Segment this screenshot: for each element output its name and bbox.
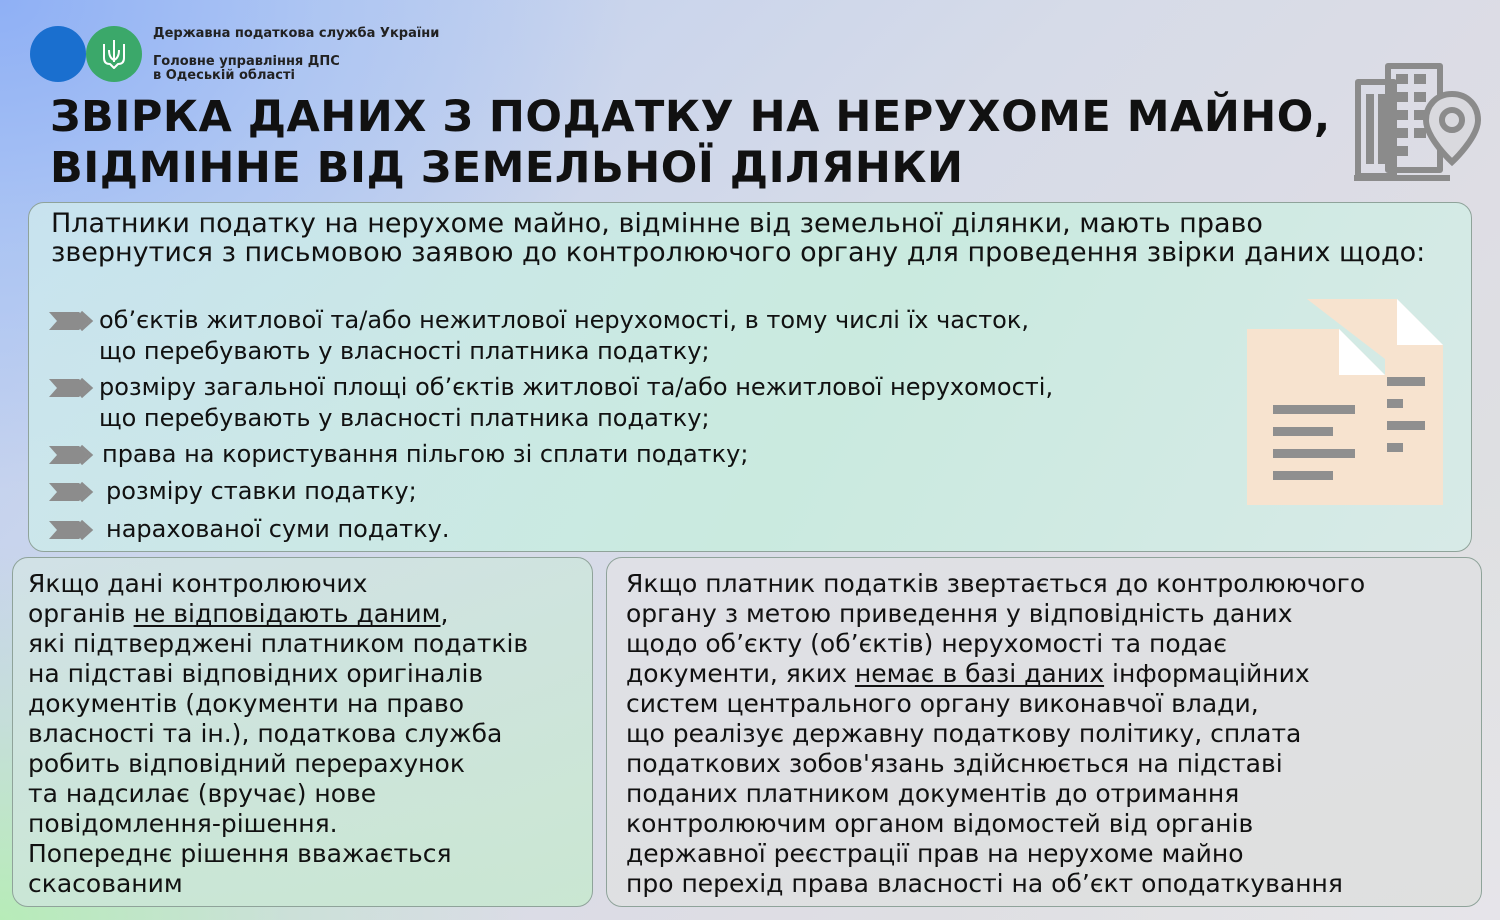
text-line: скасованим (28, 869, 183, 898)
text-line: Попереднє рішення вважається (28, 839, 452, 868)
documents-icon (1247, 299, 1447, 509)
org-department: Головне управління ДПС (153, 54, 340, 69)
text-line: робить відповідний перерахунок (28, 749, 465, 778)
text-line: власності та ін.), податкова служба (28, 719, 503, 748)
text-line: податкових зобов'язань здійснюється на підставі (626, 749, 1283, 778)
text-line: органу з метою приведення у відповідність даних (626, 599, 1293, 628)
text-fragment: документи, яких (626, 659, 855, 688)
text-fragment: органів (28, 599, 134, 628)
list-item-line: об’єктів житлової та/або нежитлової нерухомості, в тому числі їх часток, (99, 306, 1029, 334)
logo-blue-circle (30, 26, 86, 82)
org-region: в Одеській області (153, 68, 295, 83)
text-line: про перехід права власності на об’єкт оподаткування (626, 869, 1343, 898)
text-fragment: , (440, 599, 449, 628)
reconciliation-rights-box (28, 202, 1472, 552)
text-line: які підтверджені платником податків (28, 629, 529, 658)
list-item (49, 372, 1209, 434)
title-line-2: ВІДМІННЕ ВІД ЗЕМЕЛЬНОЇ ДІЛЯНКИ (50, 143, 964, 193)
text-line: на підставі відповідних оригіналів (28, 659, 484, 688)
text-line: повідомлення-рішення. (28, 809, 338, 838)
chevron-bullet-icon (49, 310, 95, 332)
text-line (626, 659, 1365, 689)
list-item-line: права на користування пільгою зі сплати податку; (102, 440, 749, 468)
text-line: державної реєстрації прав на нерухоме майно (626, 839, 1244, 868)
text-line: документів (документи на право (28, 689, 464, 718)
list-item-line: що перебувають у власності платника податку; (99, 337, 710, 365)
text-line: систем центрального органу виконавчої влади, (626, 689, 1259, 718)
recalculation-text (28, 569, 528, 899)
logo-green-circle (86, 26, 142, 82)
underlined-phrase: не відповідають даним (133, 599, 441, 628)
underlined-phrase: немає в базі даних (854, 659, 1105, 688)
text-line: що реалізує державну податкову політику, сплата (626, 719, 1302, 748)
text-fragment: інформаційних (1104, 659, 1310, 688)
trident-icon (101, 38, 127, 70)
title-line-1: ЗВІРКА ДАНИХ З ПОДАТКУ НА НЕРУХОМЕ МАЙНО, (50, 92, 1331, 142)
list-item-line: розміру загальної площі об’єктів житлової та/або нежитлової нерухомості, (99, 373, 1054, 401)
text-line: та надсилає (вручає) нове (28, 779, 377, 808)
text-line (28, 599, 528, 629)
text-line: поданих платником документів до отримання (626, 779, 1240, 808)
list-item-line: нарахованої суми податку. (106, 515, 450, 543)
list-item-line: що перебувають у власності платника податку; (99, 404, 710, 432)
text-line: Якщо дані контролюючих (28, 569, 368, 598)
text-line: щодо об’єкту (об’єктів) нерухомості та подає (626, 629, 1227, 658)
list-item (49, 514, 1209, 545)
chevron-bullet-icon (49, 481, 95, 503)
payment-basis-text (626, 569, 1365, 899)
payment-basis-box (606, 557, 1482, 907)
page-title (50, 92, 1331, 194)
chevron-bullet-icon (49, 519, 95, 541)
text-line: контролюючим органом відомостей від органів (626, 809, 1254, 838)
buildings-location-icon (1350, 60, 1485, 185)
list-item (49, 305, 1209, 367)
recalculation-box (12, 557, 593, 907)
list-item-line: розміру ставки податку; (106, 477, 417, 505)
chevron-bullet-icon (49, 377, 95, 399)
text-line: Якщо платник податків звертається до контролюючого (626, 569, 1366, 598)
org-name: Державна податкова служба України (153, 26, 440, 41)
list-item (49, 476, 1209, 507)
chevron-bullet-icon (49, 444, 95, 466)
intro-text: Платники податку на нерухоме майно, відмінне від земельної ділянки, мають право звернутися з письмовою заявою до контролюючого органу для проведення звірки даних щодо: (51, 208, 1426, 268)
list-item (49, 439, 1209, 470)
